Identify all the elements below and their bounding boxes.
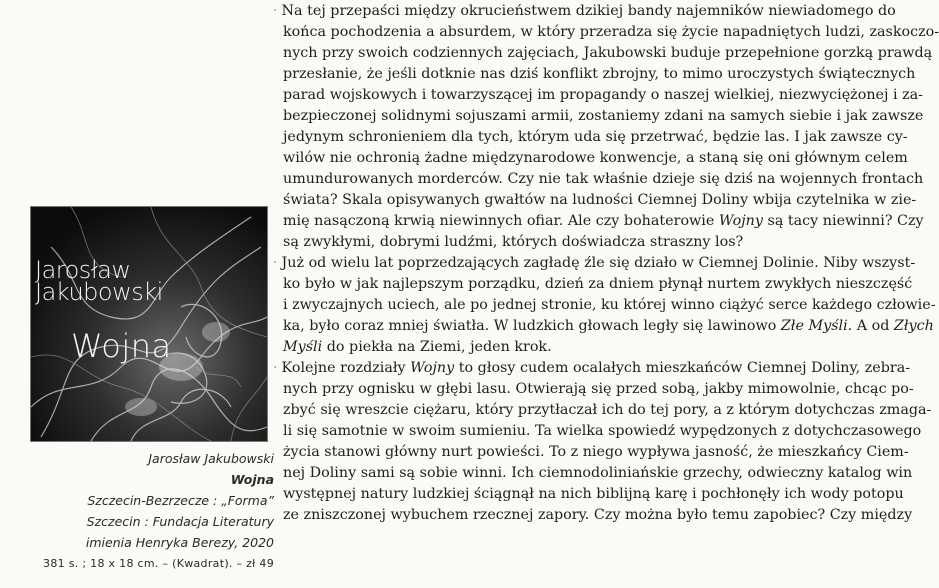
text-line: końca pochodzenia a absurdem, w który przeradza się życie napadniętych ludzi, zaskoczo- [283, 24, 939, 40]
text-line-content: Kolejne rozdziały Wojny to głosy cudem ocalałych mieszkańców Ciemnej Doliny, zebra- [281, 360, 911, 376]
text-line [273, 358, 911, 379]
bib-physical-description: 381 s. ; 18 x 18 cm. – (Kwadrat). – zł 49 [43, 557, 274, 570]
text-line: przesłanie, że jeśli dotknie nas dziś konflikt zbrojny, to mimo uroczystych świątecznych [283, 66, 916, 82]
paragraph [273, 358, 932, 526]
text-line: nych przy swoich codziennych zajęciach, Jakubowski buduje przepełnione gorzką prawdą [283, 45, 933, 61]
paragraph [273, 253, 936, 358]
text-line: jedynym schronieniem dla tych, którym uda się przetrwać, będzie las. I jak zawsze cy- [283, 129, 908, 145]
cover-author [35, 256, 163, 306]
text-line-content: Już od wielu lat poprzedzających zagładę źle się działo w Ciemnej Dolinie. Niby wszyst- [281, 255, 916, 271]
text-line: Myśli do piekła na Ziemi, jeden krok. [283, 339, 552, 355]
text-line [273, 1, 896, 22]
bib-publisher-1: Szczecin-Bezrzecze : „Forma” [87, 493, 274, 508]
cover-title: Wojna [71, 327, 172, 365]
text-line: umundurowanych morderców. Czy nie tak właśnie dzieje się dziś na wojennych frontach [283, 171, 924, 187]
text-line: zbyć się wreszcie ciężaru, który przytłaczał ich do tej pory, a z którym dotychczas zmaga- [283, 402, 932, 418]
text-line: ka, było coraz mniej światła. W ludzkich głowach legły się lawinowo Złe Myśli. A od Złych [283, 318, 934, 334]
review-text [273, 1, 939, 526]
book-info-column [0, 0, 278, 588]
text-line: ze zniszczonej wybuchem rzecznej zapory. Czy można było temu zapobiec? Czy między [283, 507, 913, 523]
cover-artwork [31, 207, 267, 441]
text-line: nych przy ognisku w głębi lasu. Otwierają się przed sobą, jakby mimowolnie, chcąc po- [283, 381, 914, 397]
paragraph-marker: · [273, 255, 278, 271]
text-line: nej Doliny sami są sobie winni. Ich ciemnodoliniańskie grzechy, odwieczny katalog win [283, 465, 913, 481]
text-line: bezpieczonej solidnymi sojuszami armii, zostaniemy zdani na samych siebie i jak zawsze [283, 108, 924, 124]
bib-publisher-3: imienia Henryka Berezy, 2020 [85, 535, 274, 550]
paragraph-marker: · [273, 360, 278, 376]
text-line: wilów nie ochronią żadne międzynarodowe konwencje, a staną się oni głównym celem [283, 150, 908, 166]
cover-author-first: Jarosław [35, 256, 131, 284]
text-line: są zwykłymi, dobrymi ludźmi, których doświadcza straszny los? [283, 234, 744, 250]
text-line-content: Na tej przepaści między okrucieństwem dzikiej bandy najemników niewiadomego do [281, 3, 896, 19]
text-line: li się samotnie w swoim sumieniu. Ta wielka spowiedź wypędzonych z dotychczasowego [283, 423, 922, 439]
text-line: świata? Skala opisywanych gwałtów na ludności Ciemnej Doliny wbija czytelnika w zie- [283, 192, 917, 208]
cover-author-last: Jakubowski [35, 278, 163, 306]
text-line: występnej natury ludzkiej ściągnął na nich biblijną karę i pochłonęły ich wody potopu [283, 486, 904, 502]
book-cover [30, 206, 268, 442]
bib-title: Wojna [230, 472, 274, 487]
text-line: parad wojskowych i towarzyszącej im propagandy o naszej wielkiej, niezwyciężonej i za- [283, 87, 923, 103]
bib-publisher-2: Szczecin : Fundacja Literatury [86, 514, 274, 529]
paragraph-marker: · [273, 3, 278, 19]
text-line: ko było w jak najlepszym porządku, dzień za dniem płynął nurtem zwykłych nieszczęść [283, 276, 913, 292]
paragraph [273, 1, 939, 253]
text-line [273, 253, 916, 274]
bibliographic-note [4, 448, 274, 574]
text-line: i zwyczajnych uciech, ale po jednej stronie, ku której winno ciążyć serce każdego człowie- [283, 297, 936, 313]
text-line: życia stanowi główny nurt powieści. To z niego wypływa jasność, że mieszkańcy Ciem- [283, 444, 909, 460]
text-line: mię nasączoną krwią niewinnych ofiar. Ale czy bohaterowie Wojny są tacy niewinni? Czy [283, 213, 924, 229]
bib-author: Jarosław Jakubowski [148, 451, 274, 466]
